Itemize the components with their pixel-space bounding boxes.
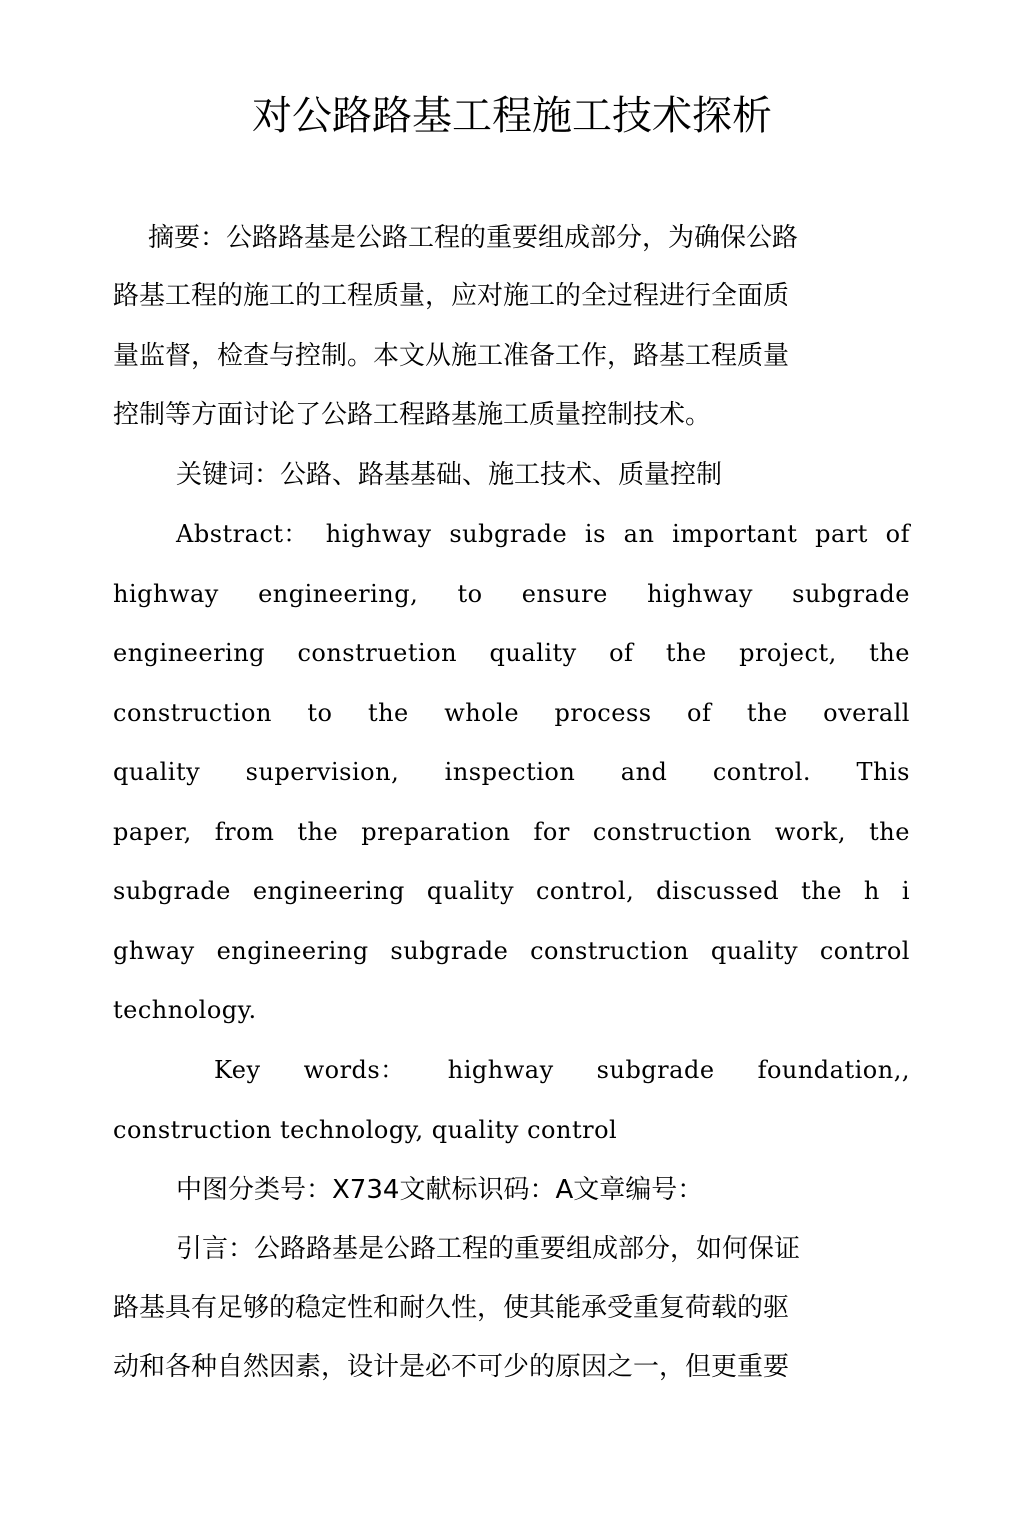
keywords-cn: 关键词：公路、路基基础、施工技术、质量控制	[176, 460, 723, 490]
abstract-en-line-9: technology.	[113, 996, 257, 1024]
document-title: 对公路路基工程施工技术探析	[252, 93, 772, 139]
keywords-en-line-2: construction technology, quality control	[113, 1116, 618, 1144]
abstract-en-line-7: subgrade engineering quality control, discussed the h i	[113, 877, 910, 905]
intro-line-2: 路基具有足够的稳定性和耐久性，使其能承受重复荷载的驱	[113, 1293, 790, 1323]
abstract-en-line-4: construction to the whole process of the overall	[113, 699, 910, 727]
abstract-en-line-3: engineering construetion quality of the project, the	[113, 639, 910, 667]
intro-line-3: 动和各种自然因素，设计是必不可少的原因之一，但更重要	[113, 1352, 790, 1382]
abstract-en-line-1: Abstract： highway subgrade is an important part of	[176, 520, 910, 548]
keywords-en-line-1: Key words： highway subgrade foundation,,	[214, 1056, 910, 1084]
classification-line: 中图分类号：X734文献标识码：A文章编号：	[176, 1175, 704, 1205]
abstract-cn-line-1: 摘要：公路路基是公路工程的重要组成部分，为确保公路	[148, 223, 799, 253]
intro-line-1: 引言：公路路基是公路工程的重要组成部分，如何保证	[176, 1234, 801, 1264]
abstract-cn-line-2: 路基工程的施工的工程质量，应对施工的全过程进行全面质	[113, 281, 790, 311]
abstract-cn-line-4: 控制等方面讨论了公路工程路基施工质量控制技术。	[113, 400, 712, 430]
abstract-cn-line-3: 量监督，检查与控制。本文从施工准备工作，路基工程质量	[113, 341, 790, 371]
abstract-en-line-5: quality supervision, inspection and control. This	[113, 758, 910, 786]
abstract-en-line-6: paper, from the preparation for construction work, the	[113, 818, 910, 846]
abstract-en-line-8: ghway engineering subgrade construction quality control	[113, 937, 910, 965]
abstract-en-line-2: highway engineering, to ensure highway subgrade	[113, 580, 910, 608]
